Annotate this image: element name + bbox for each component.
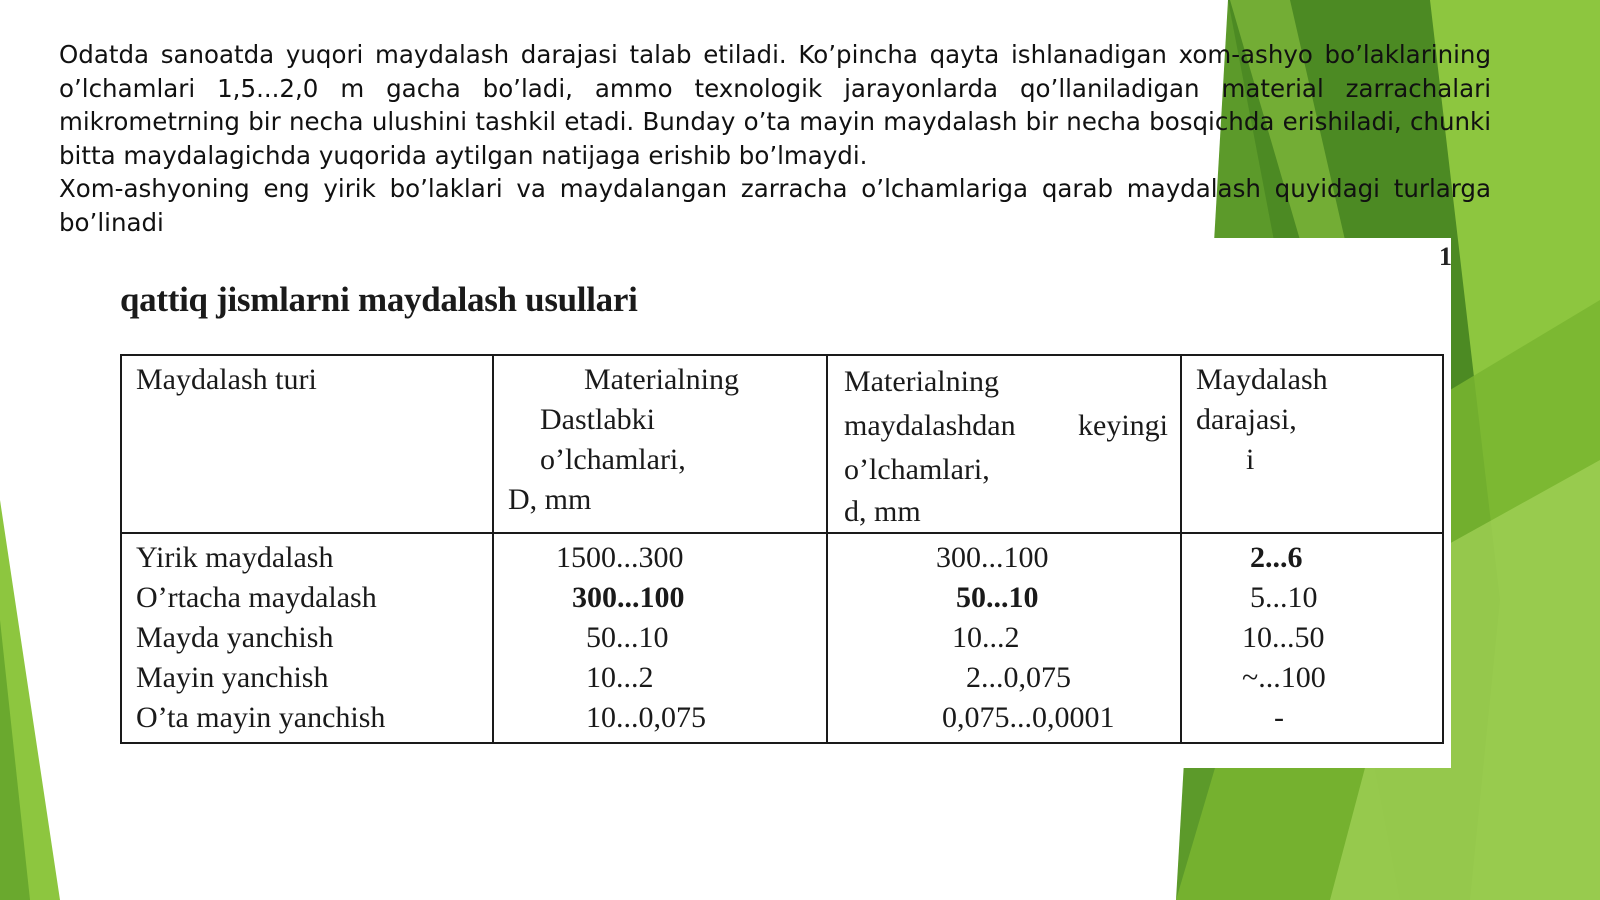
- row-3-type: Mayda yanchish: [136, 621, 334, 654]
- row-1-initial-size: 1500...300: [556, 541, 684, 574]
- table-body-row: [121, 533, 1443, 743]
- row-5-final-size: 0,075...0,0001: [942, 701, 1115, 734]
- row-1-final-size: 300...100: [936, 541, 1049, 574]
- page-number: 1: [1439, 242, 1452, 271]
- intro-text: [59, 38, 1491, 239]
- row-4-type: Mayin yanchish: [136, 661, 329, 694]
- header-crushing-degree-line-2: darajasi,: [1196, 403, 1297, 436]
- header-crushing-type: [121, 355, 493, 533]
- row-2-type: O’rtacha maydalash: [136, 581, 377, 614]
- header-initial-size-line-2: Dastlabki: [540, 403, 655, 436]
- row-5-type: O’ta mayin yanchish: [136, 701, 386, 734]
- column-final-size: [827, 533, 1181, 743]
- header-final-size-line-3: o’lchamlari,: [844, 453, 990, 486]
- header-initial-size-line-1: Materialning: [584, 363, 739, 396]
- row-1-type: Yirik maydalash: [136, 541, 334, 574]
- row-5-degree: -: [1274, 701, 1284, 734]
- header-final-size-line-2a: maydalashdan: [844, 409, 1016, 442]
- row-2-degree: 5...10: [1250, 581, 1318, 614]
- table-caption: qattiq jismlarni maydalash usullari: [120, 280, 638, 319]
- row-3-final-size: 10...2: [952, 621, 1020, 654]
- header-final-size: [827, 355, 1181, 533]
- header-final-size-line-1: Materialning: [844, 365, 999, 398]
- header-crushing-type-text: Maydalash turi: [136, 363, 317, 396]
- row-3-initial-size: 50...10: [586, 621, 669, 654]
- intro-paragraph-1: Odatda sanoatda yuqori maydalash darajasi talab etiladi. Ko’pincha qayta ishlanadigan xom-ashyo bo’laklarining o’lchamlari 1,5...2,0 m gacha bo’ladi, ammo texnologik jarayonlarda qo’llaniladigan material zarrachalari mikrometrning bir necha ulushini tashkil etadi. Bunday o’ta mayin maydalash bir necha bosqichda erishiladi, chunki bitta maydalagichda yuqorida aytilgan natijaga erishib bo’lmaydi.: [59, 40, 1491, 170]
- row-4-degree: ~...100: [1242, 661, 1326, 694]
- column-crushing-degree: [1181, 533, 1443, 743]
- column-initial-size: [493, 533, 827, 743]
- column-crushing-type: [121, 533, 493, 743]
- row-2-final-size: 50...10: [956, 581, 1039, 614]
- row-4-initial-size: 10...2: [586, 661, 654, 694]
- intro-paragraph-2: Xom-ashyoning eng yirik bo’laklari va maydalangan zarracha o’lchamlariga qarab maydalash quyidagi turlarga bo’linadi: [59, 174, 1491, 237]
- header-initial-size-line-3: o’lchamlari,: [540, 443, 686, 476]
- row-3-degree: 10...50: [1242, 621, 1325, 654]
- row-2-initial-size: 300...100: [572, 581, 685, 614]
- table-header-row: [121, 355, 1443, 533]
- scanned-table-image: [99, 238, 1451, 768]
- header-crushing-degree-line-1: Maydalash: [1196, 363, 1328, 396]
- header-crushing-degree-line-3: i: [1246, 443, 1255, 476]
- header-initial-size: [493, 355, 827, 533]
- header-final-size-line-4: d, mm: [844, 495, 921, 528]
- row-5-initial-size: 10...0,075: [586, 701, 706, 734]
- header-final-size-line-2b: keyingi: [1078, 409, 1168, 442]
- row-1-degree: 2...6: [1250, 541, 1303, 574]
- header-crushing-degree: [1181, 355, 1443, 533]
- header-initial-size-line-4: D, mm: [508, 483, 592, 516]
- crushing-methods-table: [120, 354, 1444, 744]
- row-4-final-size: 2...0,075: [966, 661, 1071, 694]
